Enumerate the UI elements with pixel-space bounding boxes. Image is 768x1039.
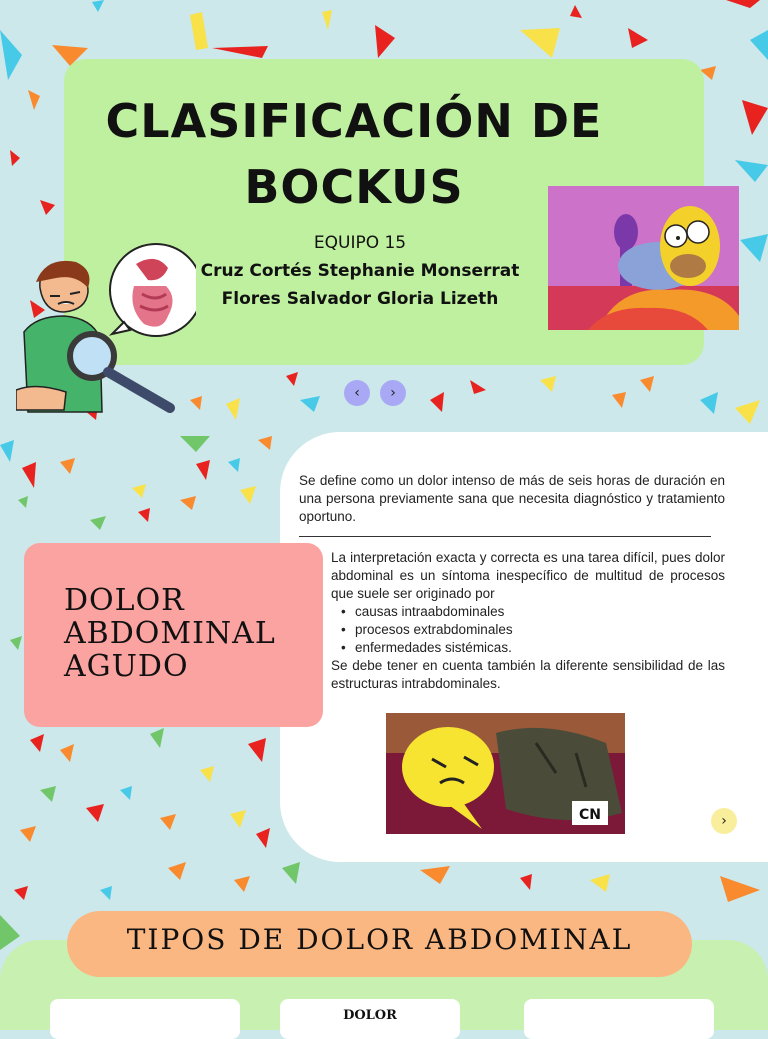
chevron-right-icon: › [721,813,727,829]
interpretation-paragraph: La interpretación exacta y correcta es una tarea difícil, pues dolor abdominal es un síntoma inespecífico de multitud de procesos que suele ser originado por [331,550,725,601]
divider-line [299,536,711,537]
lemon-cartoon-image [386,713,625,834]
heading-line-1: DOLOR [64,583,185,618]
chevron-left-icon: ‹ [354,385,360,401]
causes-list [331,603,725,657]
list-item: • causas intraabdominales [331,603,725,621]
member-name-1: Cruz Cortés Stephanie Monserrat [200,261,520,281]
type-card-label: DOLOR [343,1008,397,1023]
team-label: EQUIPO 15 [313,233,407,253]
member-name-2: Flores Salvador Gloria Lizeth [221,289,499,309]
tv-logo: CN [579,807,601,823]
closing-paragraph: Se debe tener en cuenta también la diferente sensibilidad de las estructuras intrabdominales. [331,658,725,691]
stomach-ache-character-illustration [16,242,196,422]
team-info [160,229,560,313]
previous-slide-button[interactable] [344,380,370,406]
next-slide-button[interactable] [380,380,406,406]
type-card-1 [50,999,240,1039]
interpretation-block [331,549,725,693]
title-line-2: BOCKUS [244,160,464,214]
heading-line-3: AGUDO [64,649,189,684]
chevron-right-icon: › [390,385,396,401]
list-item: • enfermedades sistémicas. [331,639,725,657]
slide-heading [64,584,304,683]
list-item: • procesos extrabdominales [331,621,725,639]
homer-cartoon-image [548,186,739,330]
title-line-1: CLASIFICACIÓN DE [105,94,603,148]
next-slide-button-2[interactable] [711,808,737,834]
heading-line-2: ABDOMINAL [64,616,276,651]
type-card-3 [524,999,714,1039]
types-title: TIPOS DE DOLOR ABDOMINAL [126,923,633,956]
definition-paragraph: Se define como un dolor intenso de más de seis horas de duración en una persona previamente sana que necesita diagnóstico y tratamiento oportuno. [299,473,725,524]
